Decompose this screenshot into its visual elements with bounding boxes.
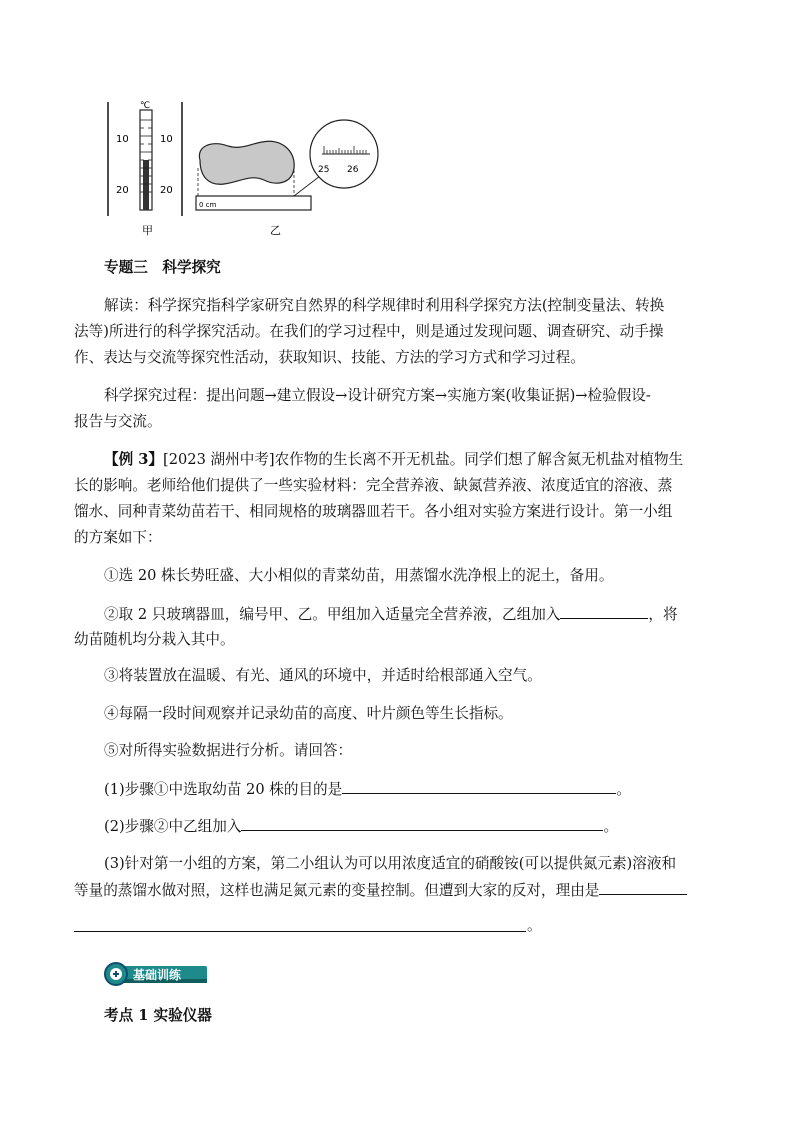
caption-jia: 甲 <box>142 224 153 237</box>
step-2-tail: ，将 <box>648 606 678 623</box>
step-3: ③将装置放在温暖、有光、通风的环境中，并适时给根部通入空气。 <box>104 667 542 684</box>
caption-yi: 乙 <box>270 224 281 237</box>
question-3-period: 。 <box>527 917 542 934</box>
question-2-text: (2)步骤②中乙组加入 <box>104 818 242 835</box>
ruler-zero-label: 0 cm <box>199 201 217 209</box>
question-3-text: 等量的蒸馏水做对照，这样也满足氮元素的变量控制。但遭到大家的反对，理由是 <box>74 882 600 899</box>
question-2-blank[interactable] <box>241 816 603 831</box>
question-1-text: (1)步骤①中选取幼苗 20 株的目的是 <box>104 781 343 798</box>
magnifier-label-26: 26 <box>347 165 359 175</box>
question-3-blank-b[interactable] <box>74 931 526 932</box>
step-5: ⑤对所得实验数据进行分析。请回答： <box>104 742 353 759</box>
step-2-blank[interactable] <box>560 604 648 619</box>
question-3-blank-a[interactable] <box>599 880 687 895</box>
thermometer-tick-20-right: 20 <box>160 185 173 196</box>
question-1-blank[interactable] <box>342 779 616 794</box>
example-label: 【例 3】 <box>104 451 164 468</box>
experiment-figure <box>100 98 400 240</box>
magnifier-connector <box>294 176 320 196</box>
example-line-4: 的方案如下： <box>74 529 162 546</box>
example-line-3: 馏水、同种青菜幼苗若干、相同规格的玻璃器皿若干。各小组对实验方案进行设计。第一小组 <box>74 503 673 520</box>
question-3-line-2 <box>74 880 687 901</box>
step-2-line-2: 幼苗随机均分栽入其中。 <box>74 631 235 648</box>
section-heading: 专题三 科学探究 <box>104 259 221 276</box>
intro-line-2: 法等)所进行的科学探究活动。在我们的学习过程中，则是通过发现问题、调查研究、动手操 <box>74 323 664 340</box>
thermometer-mercury <box>143 160 149 210</box>
question-3-line-1: (3)针对第一小组的方案，第二小组认为可以用浓度适宜的硝酸铵(可以提供氮元素)溶液和 <box>104 855 677 872</box>
step-1: ①选 20 株长势旺盛、大小相似的青菜幼苗，用蒸馏水洗净根上的泥土，备用。 <box>104 567 614 584</box>
thermometer-tick-10-right: 10 <box>160 134 173 145</box>
leaf-shape <box>199 141 294 184</box>
process-line-1: 科学探究过程：提出问题→建立假设→设计研究方案→实施方案(收集证据)→检验假设- <box>104 387 651 404</box>
thermometer-tick-10-left: 10 <box>116 134 129 145</box>
question-1-period: 。 <box>616 781 631 798</box>
magnifier-label-25: 25 <box>318 165 330 175</box>
question-1 <box>104 779 631 800</box>
intro-line-1: 解读：科学探究指科学家研究自然界的科学规律时利用科学探究方法(控制变量法、转换 <box>104 297 665 314</box>
example-text-1: 农作物的生长离不开无机盐。同学们想了解含氮无机盐对植物生 <box>274 451 684 468</box>
question-2-period: 。 <box>603 818 619 835</box>
step-2-text: ②取 2 只玻璃器皿，编号甲、乙。甲组加入适量完全营养液，乙组加入 <box>104 606 561 623</box>
thermometer-unit: ℃ <box>140 101 151 111</box>
process-line-2: 报告与交流。 <box>74 413 162 430</box>
badge-text: 基础训练 <box>133 968 182 982</box>
intro-line-3: 作、表达与交流等探究性活动，获取知识、技能、方法的学习方式和学习过程。 <box>74 349 585 366</box>
step-2-line-1 <box>104 604 678 625</box>
example-source: [2023 湖州中考] <box>163 451 275 468</box>
kaodian-heading: 考点 1 实验仪器 <box>104 1007 212 1024</box>
thermometer-tick-20-left: 20 <box>116 185 129 196</box>
example-line-2: 长的影响。老师给他们提供了一些实验材料：完全营养液、缺氮营养液、浓度适宜的溶液、蒸 <box>74 477 673 494</box>
step-4: ④每隔一段时间观察并记录幼苗的高度、叶片颜色等生长指标。 <box>104 705 513 722</box>
training-badge <box>103 961 209 987</box>
question-2 <box>104 816 618 837</box>
example-line-1 <box>104 450 683 470</box>
